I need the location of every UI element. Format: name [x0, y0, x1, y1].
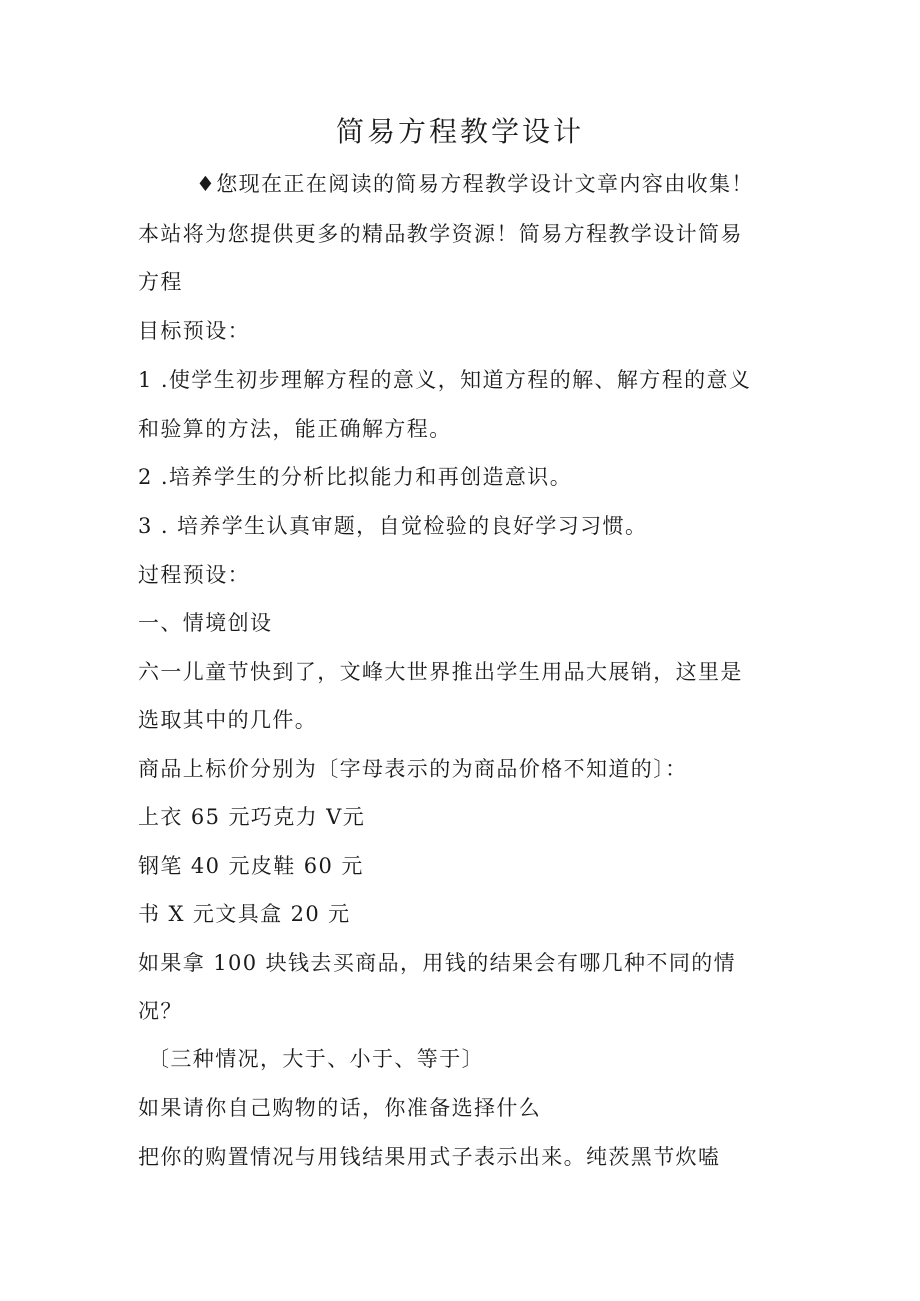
prices-intro: 商品上标价分别为〔字母表示的为商品价格不知道的〕：	[138, 757, 688, 781]
question-line-2: 况？	[138, 999, 183, 1023]
scenario-line-2: 选取其中的几件。	[138, 708, 318, 732]
answer-note: 〔三种情况，大于、小于、等于〕	[148, 1047, 484, 1071]
goal-1-line-1: 1 .使学生初步理解方程的意义，知道方程的解、解方程的意义	[138, 368, 752, 392]
intro-line-3: 方程	[138, 270, 183, 294]
price-line-3: 书 X 元文具盒 20 元	[138, 902, 351, 926]
intro-line-1: ♦您现在正在阅读的简易方程教学设计文章内容由收集！	[196, 172, 754, 196]
task-line-1: 如果请你自己购物的话，你准备选择什么	[138, 1096, 542, 1120]
question-line-1: 如果拿 100 块钱去买商品，用钱的结果会有哪几种不同的情	[138, 951, 737, 975]
subsection-heading-scenario: 一、情境创设	[138, 611, 273, 635]
section-heading-goals: 目标预设：	[138, 319, 250, 343]
document-title: 简易方程教学设计	[335, 115, 584, 148]
section-heading-process: 过程预设：	[138, 563, 250, 587]
intro-line-2: 本站将为您提供更多的精品教学资源！简易方程教学设计简易	[138, 222, 743, 246]
price-line-1: 上衣 65 元巧克力 V元	[138, 805, 366, 829]
goal-2: 2 .培养学生的分析比拟能力和再创造意识。	[138, 465, 573, 489]
scenario-line-1: 六一儿童节快到了，文峰大世界推出学生用品大展销，这里是	[138, 660, 743, 684]
task-line-2: 把你的购置情况与用钱结果用式子表示出来。纯茨黑节炊嗑	[138, 1145, 721, 1169]
goal-1-line-2: 和验算的方法，能正确解方程。	[138, 417, 452, 441]
goal-3: 3 . 培养学生认真审题，自觉检验的良好学习习惯。	[138, 514, 648, 538]
price-line-2: 钢笔 40 元皮鞋 60 元	[138, 854, 364, 878]
